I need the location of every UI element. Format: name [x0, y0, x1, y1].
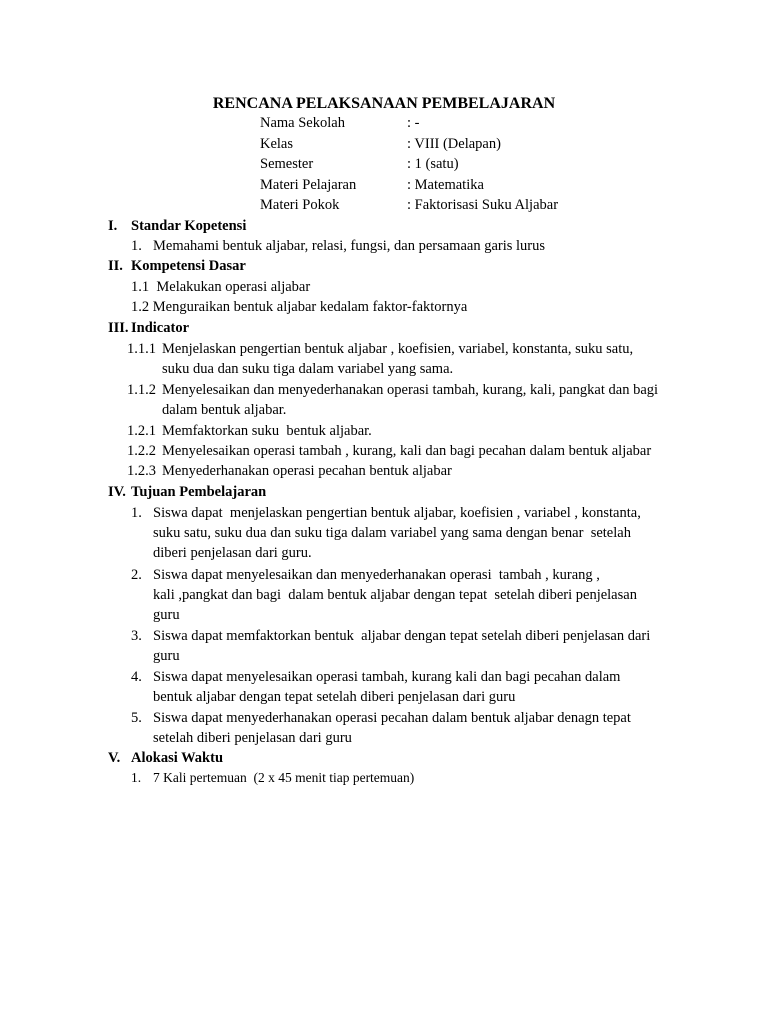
- identity-value: : 1 (satu): [407, 156, 459, 172]
- item-text: suku dua dan suku tiga dalam variabel yang sama.: [162, 361, 454, 377]
- section-number: I.: [108, 218, 118, 234]
- item-number: 1.: [131, 770, 142, 785]
- item-text: Menyelesaikan dan menyederhanakan operasi tambah, kurang, kali, pangkat dan bagi: [162, 382, 659, 398]
- item-number: 2.: [131, 567, 142, 583]
- item-text: Memfaktorkan suku bentuk aljabar.: [162, 423, 372, 439]
- section-number: V.: [108, 750, 121, 766]
- item-text: 1.2 Menguraikan bentuk aljabar kedalam faktor-faktornya: [131, 299, 468, 315]
- item-text: suku satu, suku dua dan suku tiga dalam variabel yang sama dengan benar setelah: [153, 525, 631, 541]
- section-heading-kompetensi: Kompetensi Dasar: [131, 258, 246, 274]
- identity-label: Kelas: [260, 135, 294, 152]
- item-text: bentuk aljabar dengan tepat setelah diberi penjelasan dari guru: [153, 689, 516, 705]
- identity-table: [260, 113, 640, 216]
- item-text: Menyederhanakan operasi pecahan bentuk aljabar: [162, 463, 452, 479]
- item-text: dalam bentuk aljabar.: [162, 402, 287, 418]
- identity-row-class: [260, 134, 640, 155]
- identity-value: : Matematika: [407, 176, 484, 193]
- item-number: 1.2.3: [127, 463, 156, 479]
- identity-value: : -: [407, 115, 420, 131]
- identity-label: Materi Pelajaran: [260, 176, 357, 193]
- item-text: Siswa dapat menyelesaikan operasi tambah, kurang kali dan bagi pecahan dalam: [153, 669, 621, 685]
- item-text: Siswa dapat memfaktorkan bentuk aljabar dengan tepat setelah diberi penjelasan dari: [153, 628, 651, 644]
- identity-label: Materi Pokok: [260, 197, 340, 213]
- item-number: 3.: [131, 628, 142, 644]
- section-heading-indicator: Indicator: [131, 320, 189, 336]
- identity-value: : Faktorisasi Suku Aljabar: [407, 197, 559, 213]
- section-number: II.: [108, 258, 123, 274]
- item-text: kali ,pangkat dan bagi dalam bentuk aljabar dengan tepat setelah diberi penjelasan: [153, 587, 637, 603]
- document-title: RENCANA PELAKSANAAN PEMBELAJARAN: [212, 95, 556, 112]
- item-text: Memahami bentuk aljabar, relasi, fungsi, dan persamaan garis lurus: [153, 238, 546, 254]
- item-number: 1.1.1: [127, 341, 156, 357]
- item-number: 5.: [131, 710, 142, 726]
- item-text: setelah diberi penjelasan dari guru: [153, 730, 352, 746]
- identity-label: Semester: [260, 156, 314, 172]
- item-number: 1.1.2: [127, 382, 156, 398]
- identity-row-topic: [260, 195, 640, 216]
- item-text: Siswa dapat menyederhanakan operasi pecahan dalam bentuk aljabar denagn tepat: [153, 710, 631, 726]
- item-number: 1.: [131, 505, 142, 521]
- section-number: IV.: [108, 484, 126, 500]
- identity-row-school: [260, 113, 640, 134]
- item-number: 1.2.2: [127, 443, 156, 459]
- item-text: Siswa dapat menyelesaikan dan menyederhanakan operasi tambah , kurang ,: [153, 567, 600, 583]
- section-heading-standar: Standar Kopetensi: [131, 218, 247, 234]
- identity-row-subject: [260, 175, 640, 196]
- section-heading-tujuan: Tujuan Pembelajaran: [131, 484, 267, 500]
- identity-row-semester: [260, 154, 640, 175]
- section-heading-alokasi: Alokasi Waktu: [131, 750, 224, 766]
- item-text: 7 Kali pertemuan (2 x 45 menit tiap pertemuan): [153, 770, 415, 785]
- item-number: 1.2.1: [127, 423, 156, 439]
- item-number: 1.: [131, 238, 142, 254]
- item-text: 1.1 Melakukan operasi aljabar: [131, 279, 311, 295]
- identity-value: : VIII (Delapan): [407, 135, 501, 152]
- item-text: Siswa dapat menjelaskan pengertian bentuk aljabar, koefisien , variabel , konstanta,: [153, 505, 641, 521]
- identity-label: Nama Sekolah: [260, 115, 345, 131]
- item-number: 4.: [131, 669, 142, 685]
- item-text: diberi penjelasan dari guru.: [153, 545, 312, 561]
- section-number: III.: [108, 320, 129, 336]
- item-text: Menjelaskan pengertian bentuk aljabar , koefisien, variabel, konstanta, suku satu,: [162, 341, 634, 357]
- item-text: Menyelesaikan operasi tambah , kurang, kali dan bagi pecahan dalam bentuk aljabar: [162, 443, 652, 459]
- item-text: guru: [153, 648, 180, 664]
- item-text: guru: [153, 607, 180, 623]
